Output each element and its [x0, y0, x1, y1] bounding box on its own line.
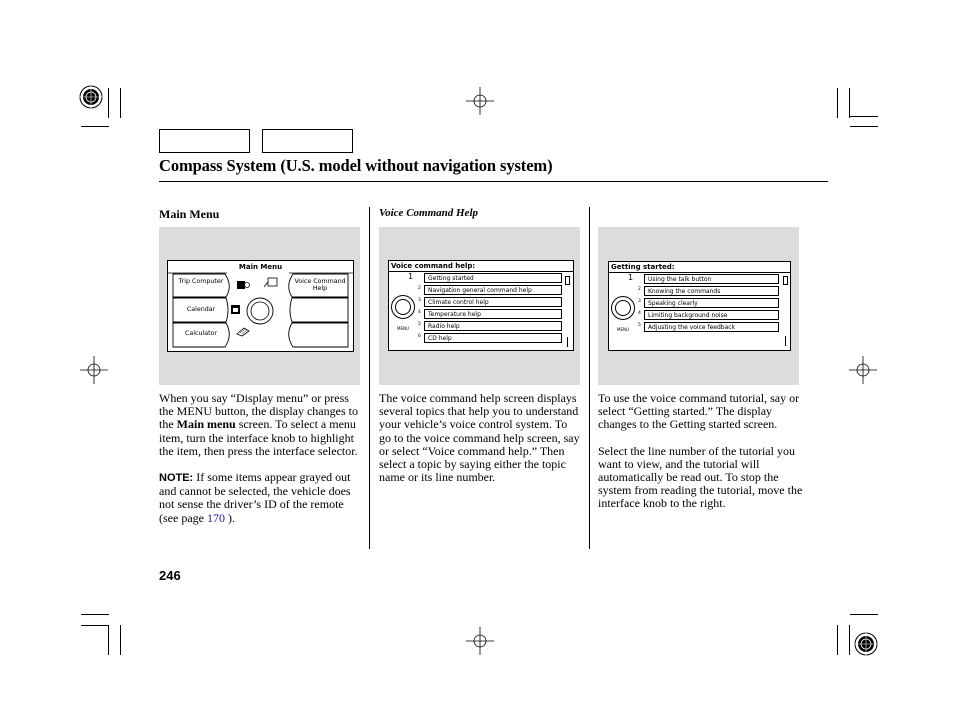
screen-title: Getting started: — [611, 263, 675, 271]
voice-command-help-screen — [388, 260, 574, 351]
trip-computer-icon — [236, 279, 250, 291]
menu-item-calculator[interactable]: Calculator — [185, 330, 217, 337]
tutorial-topic-row[interactable]: Adjusting the voice feedback — [644, 322, 779, 332]
middle-column-heading: Voice Command Help — [379, 207, 478, 219]
right-column-text — [598, 392, 808, 511]
tutorial-paragraph-1: To use the voice command tutorial, say or select “Getting started.” The display changes to the Getting started screen. — [598, 391, 800, 432]
tutorial-topic-row[interactable]: Using the talk button — [644, 274, 779, 284]
page-number: 246 — [159, 568, 181, 583]
scrollbar-top-icon[interactable] — [565, 276, 570, 285]
voice-command-help-figure — [379, 227, 580, 385]
screen-title: Main Menu — [238, 263, 283, 271]
row-number: 4 — [638, 311, 641, 316]
getting-started-figure — [598, 227, 799, 385]
help-topic-row[interactable]: Climate control help — [424, 297, 562, 307]
left-column-heading: Main Menu — [159, 207, 220, 221]
row-number: 5 — [418, 322, 421, 327]
menu-item-trip-computer[interactable]: Trip Computer — [178, 278, 224, 285]
getting-started-screen — [608, 261, 791, 351]
row-number: 2 — [418, 286, 421, 291]
row-number: 5 — [638, 323, 641, 328]
menu-item-calendar[interactable]: Calendar — [186, 306, 216, 313]
line-number: 1 — [408, 272, 414, 281]
main-menu-figure — [159, 227, 360, 385]
main-menu-paragraph: When you say “Display menu” or press the MENU button, the display changes to the Main menu screen. To select a menu item, turn the interface knob to highlight the item, then press the interface selector. — [159, 391, 358, 458]
row-number: 3 — [638, 299, 641, 304]
main-menu-screen — [167, 260, 354, 352]
page-title: Compass System (U.S. model without navigation system) — [159, 156, 553, 175]
interface-knob-inner-icon — [615, 300, 631, 316]
voice-help-paragraph: The voice command help screen displays several topics that help you to understand your vehicle’s voice control system. To go to the voice command help screen, say or select “Voice command help.” Then select a topic by saying either the topic name or its line number. — [379, 391, 580, 485]
page-link[interactable]: 170 — [206, 510, 225, 525]
help-topic-row[interactable]: Radio help — [424, 321, 562, 331]
tutorial-paragraph-2: Select the line number of the tutorial you want to view, and the tutorial will automatically be read out. To stop the system from reading the tutorial, move the interface knob to the right. — [598, 443, 803, 511]
row-number: 3 — [418, 298, 421, 303]
header-tab[interactable] — [159, 129, 250, 153]
middle-column-text — [379, 392, 582, 484]
column-divider — [589, 207, 590, 549]
tutorial-topic-row[interactable]: Limiting background noise — [644, 310, 779, 320]
scrollbar-top-icon[interactable] — [783, 276, 788, 285]
help-topic-row[interactable]: Getting started — [424, 273, 562, 283]
menu-label: MENU — [617, 327, 629, 332]
interface-knob-inner-icon — [395, 299, 411, 315]
registration-target-icon — [78, 84, 104, 110]
note-paragraph: NOTE: If some items appear grayed out and cannot be selected, the vehicle does not sense the driver’s ID of the remote (see page 170 ). — [159, 470, 351, 525]
title-rule — [159, 181, 828, 182]
help-topic-row[interactable]: Navigation general command help — [424, 285, 562, 295]
voice-help-icon — [263, 277, 279, 289]
row-number: 2 — [638, 287, 641, 292]
header-tab[interactable] — [262, 129, 353, 153]
row-number: 6 — [418, 334, 421, 339]
help-topic-row[interactable]: Temperature help — [424, 309, 562, 319]
menu-label: MENU — [397, 326, 409, 331]
crosshair-icon — [466, 87, 494, 115]
note-label: NOTE: — [159, 472, 194, 485]
menu-item-voice-command-help[interactable]: Voice Command Help — [294, 278, 346, 292]
registration-target-icon — [853, 631, 879, 657]
tutorial-topic-row[interactable]: Speaking clearly — [644, 298, 779, 308]
crosshair-icon — [849, 356, 877, 384]
left-column-text — [159, 392, 364, 525]
line-number: 1 — [628, 273, 634, 282]
screen-title: Voice command help: — [391, 262, 476, 270]
crosshair-icon — [466, 627, 494, 655]
column-divider — [369, 207, 370, 549]
row-number: 4 — [418, 310, 421, 315]
calendar-icon — [230, 304, 241, 315]
calculator-icon — [236, 327, 250, 337]
tutorial-topic-row[interactable]: Knowing the commands — [644, 286, 779, 296]
help-topic-row[interactable]: CD help — [424, 333, 562, 343]
crosshair-icon — [80, 356, 108, 384]
